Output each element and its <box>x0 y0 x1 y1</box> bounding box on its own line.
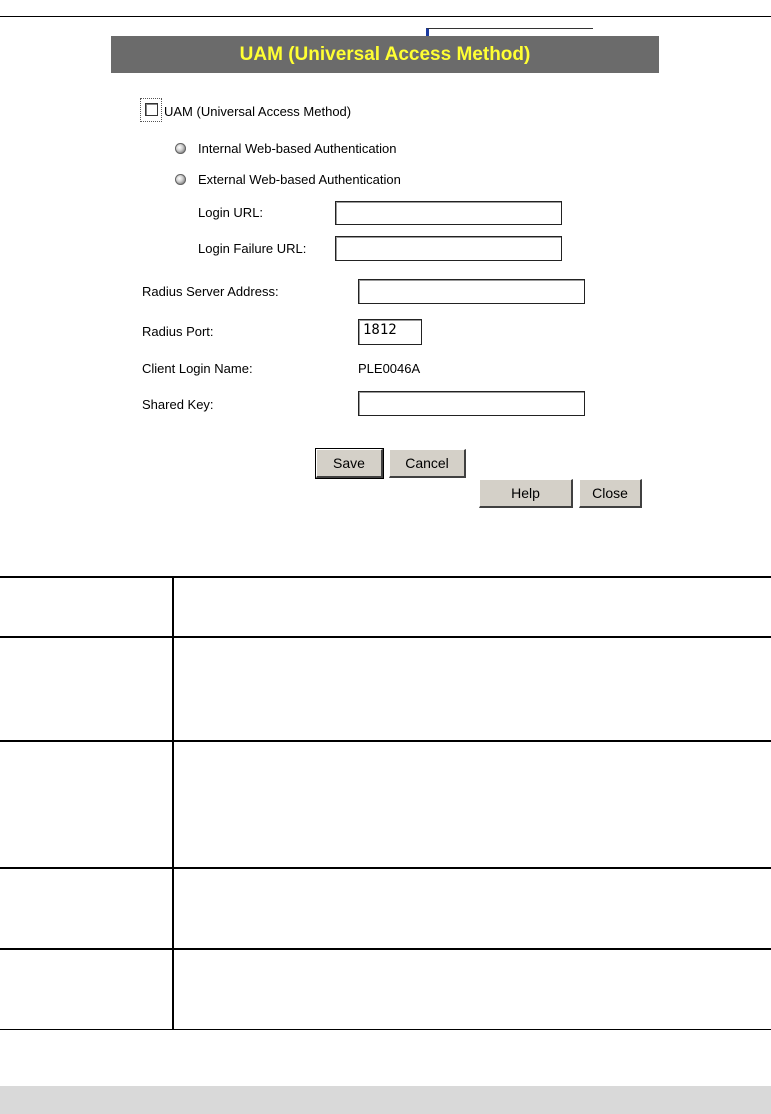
table-cell-term <box>0 637 173 741</box>
close-button[interactable]: Close <box>579 479 642 508</box>
shared-key-input[interactable] <box>358 391 585 416</box>
uam-checkbox-focus[interactable] <box>140 98 162 122</box>
login-url-label: Login URL: <box>198 205 264 220</box>
radius-server-label: Radius Server Address: <box>142 284 279 299</box>
shared-key-label: Shared Key: <box>142 397 214 412</box>
radius-server-input[interactable] <box>358 279 585 304</box>
table-row <box>0 577 771 637</box>
login-url-input[interactable] <box>335 201 562 225</box>
table-cell-description <box>173 868 771 949</box>
radius-port-input[interactable]: 1812 <box>358 319 422 345</box>
table-cell-term <box>0 868 173 949</box>
client-login-value: PLE0046A <box>358 361 421 376</box>
uam-checkbox-label: UAM (Universal Access Method) <box>164 104 352 119</box>
table-cell-description <box>173 741 771 868</box>
external-auth-radio[interactable] <box>175 174 186 185</box>
internal-auth-radio[interactable] <box>175 143 186 154</box>
help-button[interactable]: Help <box>479 479 573 508</box>
table-row <box>0 637 771 741</box>
uam-checkbox[interactable] <box>145 103 158 116</box>
table-cell-description <box>173 577 771 637</box>
internal-auth-label: Internal Web-based Authentication <box>198 141 397 156</box>
table-cell-term <box>0 741 173 868</box>
page-title: UAM (Universal Access Method) <box>111 36 659 73</box>
description-table <box>0 576 771 1030</box>
table-row <box>0 949 771 1029</box>
external-auth-label: External Web-based Authentication <box>198 172 401 187</box>
login-failure-url-label: Login Failure URL: <box>198 241 307 256</box>
top-rule <box>0 16 771 17</box>
table-cell-description <box>173 637 771 741</box>
save-button[interactable]: Save <box>316 449 383 478</box>
table-cell-description <box>173 949 771 1029</box>
cancel-button[interactable]: Cancel <box>389 449 466 478</box>
login-failure-url-input[interactable] <box>335 236 562 261</box>
footer-bar <box>0 1086 771 1114</box>
table-row <box>0 741 771 868</box>
table-cell-term <box>0 577 173 637</box>
radius-port-label: Radius Port: <box>142 324 214 339</box>
client-login-label: Client Login Name: <box>142 361 253 376</box>
table-cell-term <box>0 949 173 1029</box>
table-row <box>0 868 771 949</box>
